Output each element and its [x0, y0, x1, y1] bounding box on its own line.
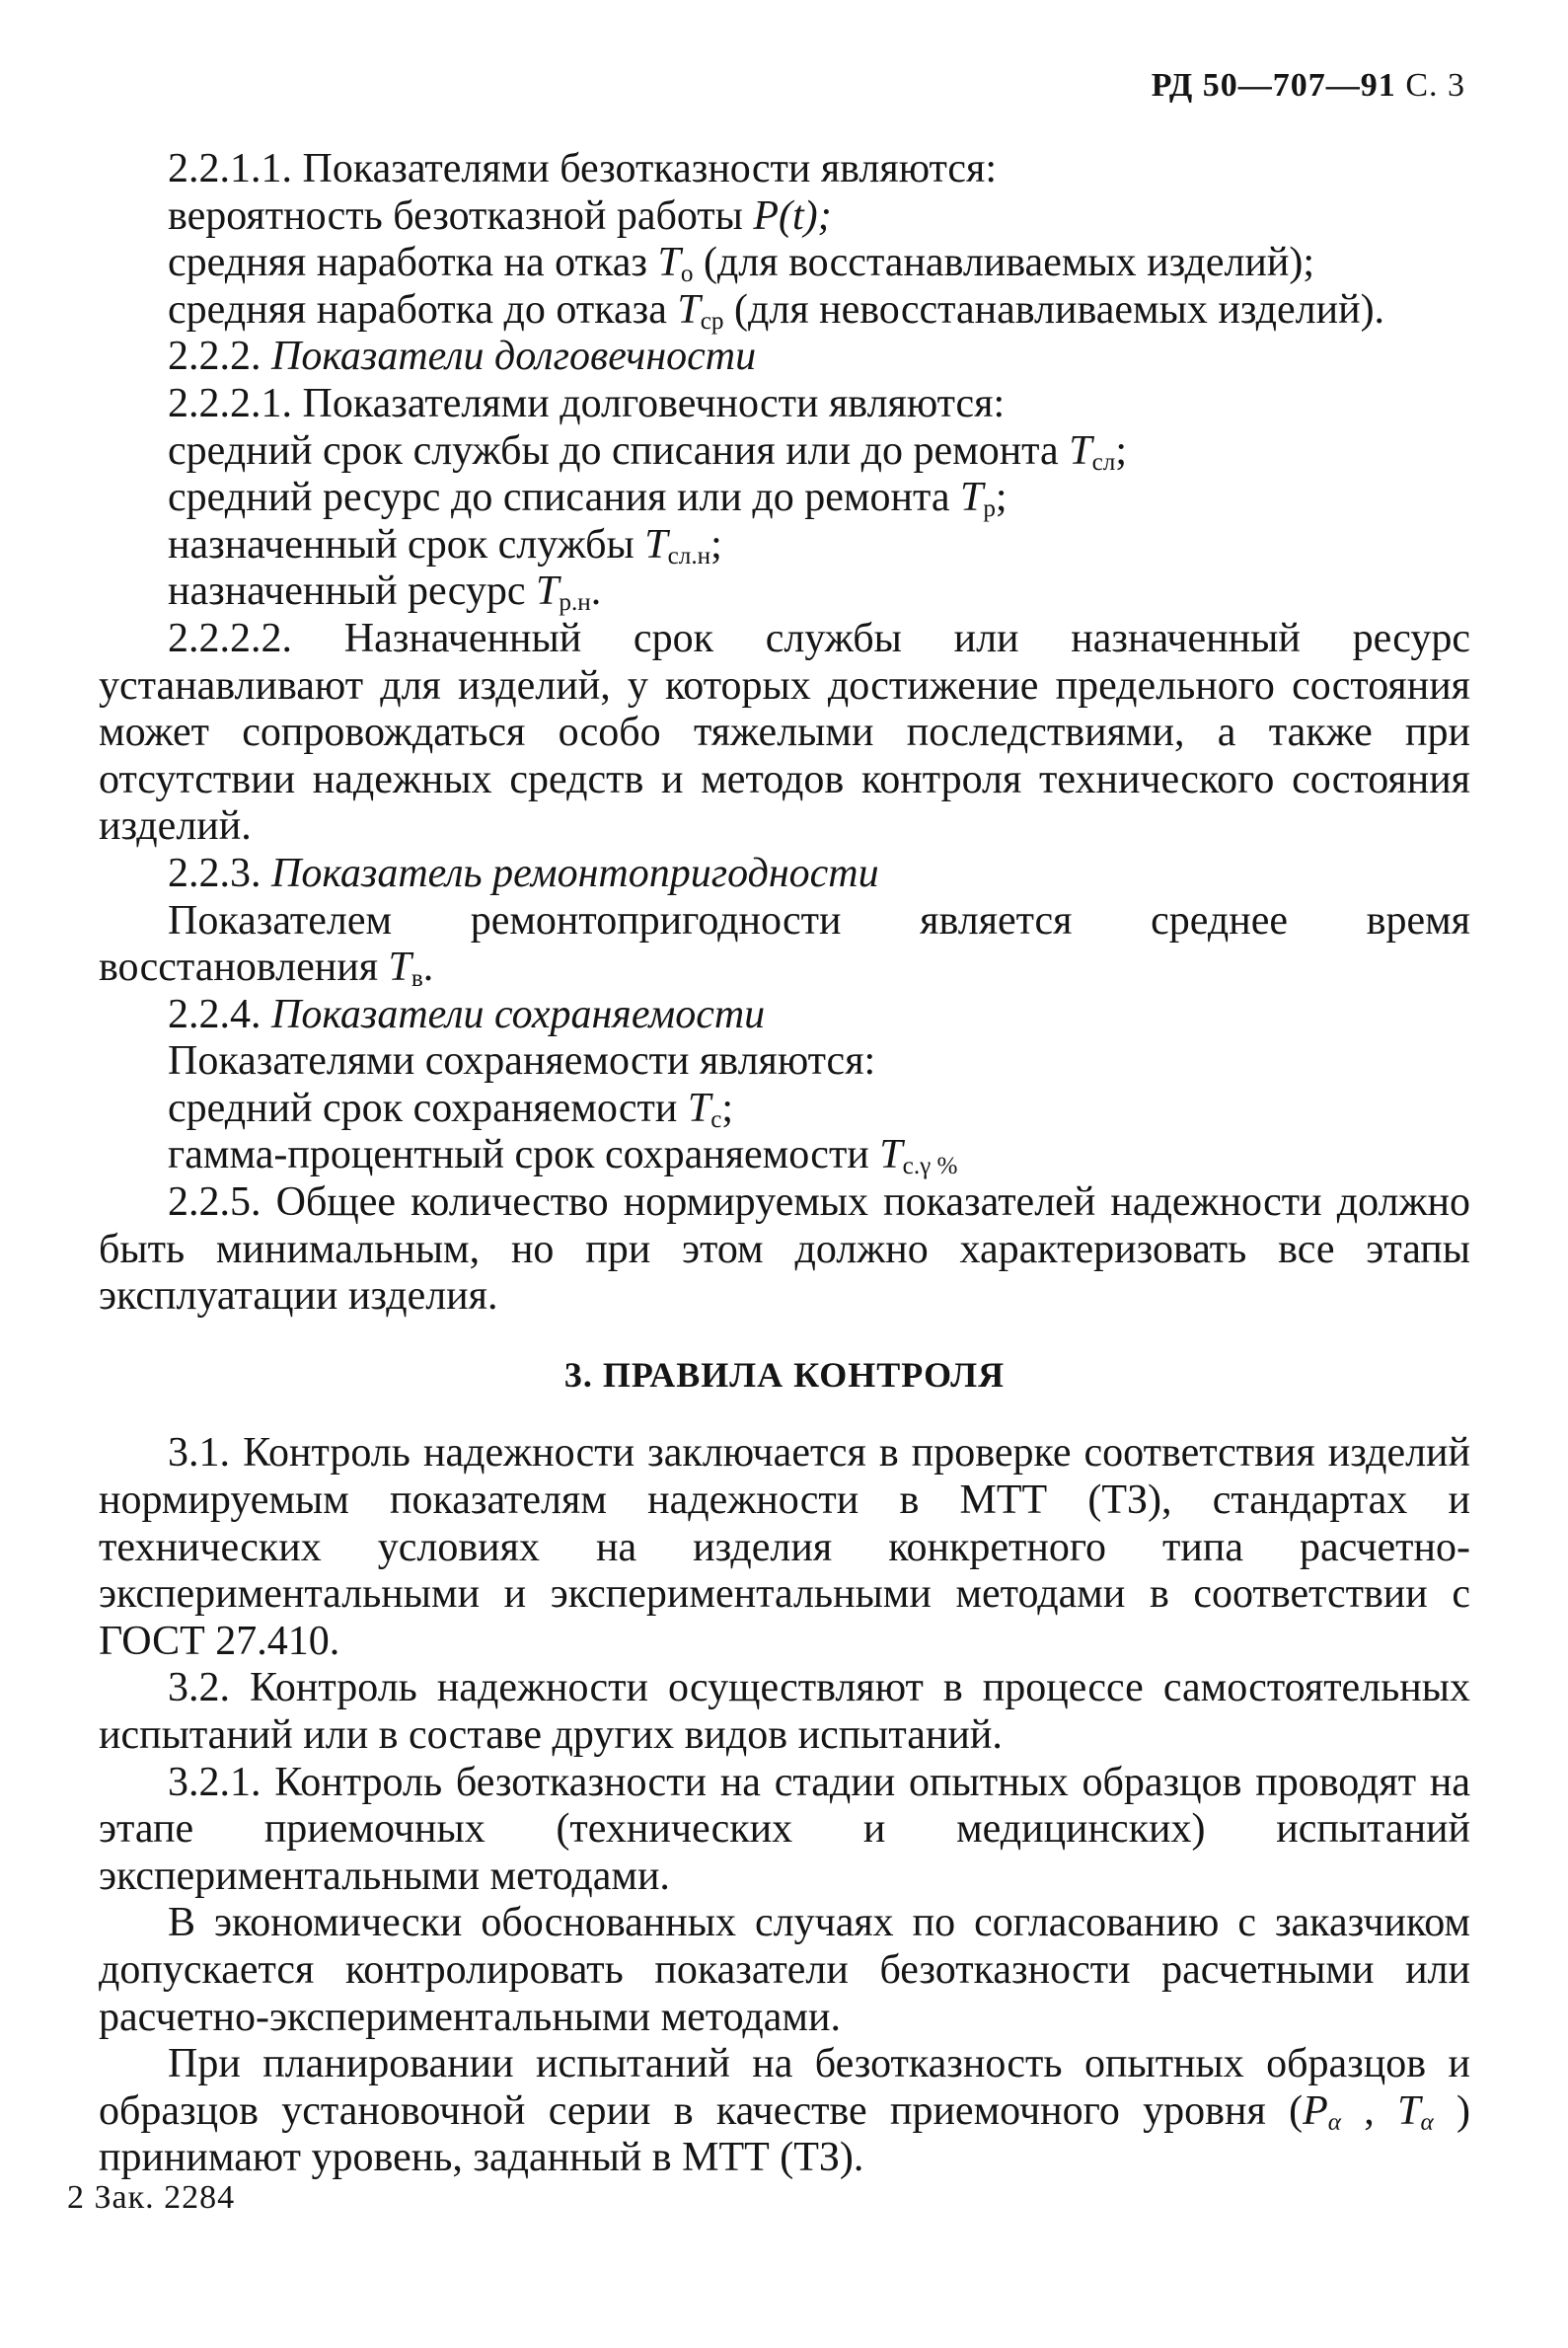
paragraph-economic: В экономически обоснованных случаях по согласованию с заказчиком допускается контролировать показатели безотказности расчетными или расчетно-экспериментальными методами. — [99, 1900, 1470, 2040]
paragraph-3-2: 3.2. Контроль надежности осуществляют в процессе самостоятельных испытаний или в составе других видов испытаний. — [99, 1665, 1470, 1758]
section-3-title: 3. ПРАВИЛА КОНТРОЛЯ — [563, 1354, 1006, 1395]
paragraph-3-2-1: 3.2.1. Контроль безотказности на стадии опытных образцов проводят на этапе приемочных (технических и медицинских) испытаний экспериментальными методами. — [99, 1759, 1470, 1899]
list-item-assigned-resource: назначенный ресурс $T_{р.н}$. — [168, 568, 602, 617]
list-item-probability: вероятность безотказной работы P(t); — [168, 192, 832, 239]
paragraph-2-2-3-text: Показателем ремонтопригодности является среднее время восстановления $T_в$. — [99, 897, 1470, 993]
paragraph-2-2-1-1: 2.2.1.1. Показателями безотказности являются: — [168, 146, 998, 191]
list-item-resource: средний ресурс до списания или до ремонта $T_р$; — [168, 475, 1008, 523]
list-item-mttf: средняя наработка до отказа $T_{ср}$ (для невосстанавливаемых изделий). — [168, 286, 1385, 335]
list-item-mtbf: средняя наработка на отказ $T_o$ (для восстанавливаемых изделий); — [168, 240, 1315, 288]
list-item-assigned-life: назначенный срок службы $T_{сл.н}$; — [168, 521, 722, 569]
document-body — [99, 146, 1470, 2182]
heading-2-2-2: 2.2.2. Показатели долговечности — [168, 334, 757, 380]
document-code: РД 50—707—91 — [1151, 67, 1396, 104]
list-item-storage-gamma: гамма-процентный срок сохраняемости $T_{с.\gamma \%}$ — [168, 1132, 958, 1180]
page-number: С. 3 — [1405, 67, 1465, 104]
page-header — [1152, 67, 1465, 105]
paragraph-planning: При планировании испытаний на безотказность опытных образцов и образцов установочной серии в качестве приемочного уровня ($P_\alpha$ , $T_\alpha$ ) принимают уровень, заданный в МТТ (ТЗ). — [99, 2041, 1470, 2181]
paragraph-2-2-2-1: 2.2.2.1. Показателями долговечности являются: — [168, 380, 1006, 426]
page-footer: 2 Зак. 2284 — [67, 2179, 236, 2216]
list-item-service-life: средний срок службы до списания или до ремонта $T_{сл}$; — [168, 427, 1127, 476]
heading-2-2-4: 2.2.4. Показатели сохраняемости — [168, 991, 766, 1037]
paragraph-2-2-2-2: 2.2.2.2. Назначенный срок службы или назначенный ресурс устанавливают для изделий, у которых достижение предельного состояния может сопровождаться особо тяжелыми последствиями, а также при отсутствии надежных средств и методов контроля технического состояния изделий. — [99, 615, 1470, 850]
list-item-storage-mean: средний срок сохраняемости $T_с$; — [168, 1085, 734, 1133]
paragraph-2-2-4-intro: Показателями сохраняемости являются: — [168, 1038, 876, 1085]
heading-2-2-3: 2.2.3. Показатель ремонтопригодности — [168, 850, 879, 896]
paragraph-2-2-5: 2.2.5. Общее количество нормируемых показателей надежности должно быть минимальным, но при этом должно характеризовать все этапы эксплуатации изделия. — [99, 1179, 1470, 1320]
paragraph-3-1: 3.1. Контроль надежности заключается в проверке соответствия изделий нормируемым показателям надежности в МТТ (ТЗ), стандартах и технических условиях на изделия конкретного типа расчетно-экспериментальными и экспериментальными методами в соответствии с ГОСТ 27.410. — [99, 1430, 1470, 1664]
